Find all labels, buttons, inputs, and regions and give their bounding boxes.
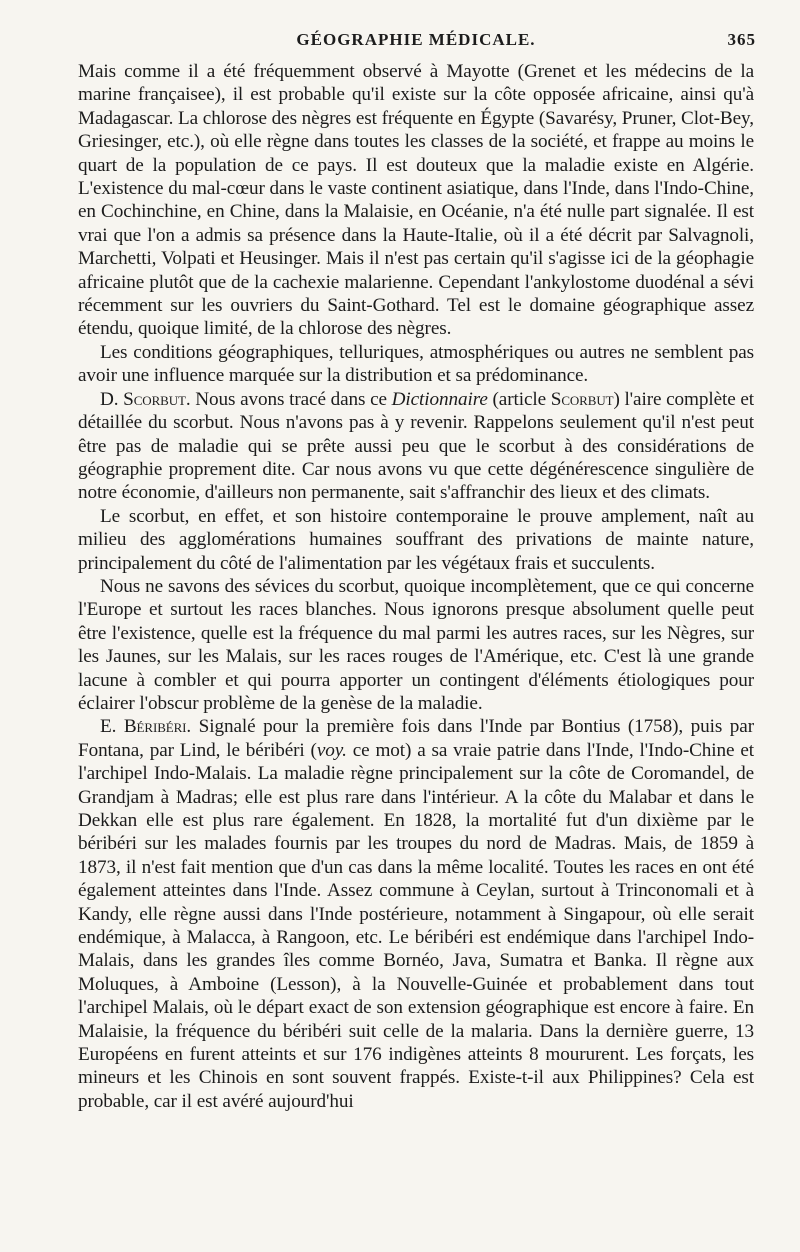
- running-header: [78, 30, 754, 60]
- section-label-scorbut: D. Scorbut.: [100, 388, 191, 410]
- page-number: 365: [727, 30, 756, 49]
- italic-term: voy.: [316, 739, 347, 761]
- paragraph-conditions: Les conditions géographiques, telluriques, atmosphériques ou autres ne semblent pas avoir une influence marquée sur la distribution et sa prédominance.: [78, 341, 754, 387]
- text-segment: Signalé pour la première fois dans l'Inde par Bontius (1758), puis par Fontana, par Lind, le béribéri (: [78, 716, 754, 761]
- text-segment: ce mot) a sa vraie patrie dans l'Inde, l'Indo-Chine et l'archipel Indo-Malais. La maladie règne principalement sur la côte de Coromandel, de Grandjam à Madras; elle est plus rare dans l'intérieur. A la côte du Malabar et dans le Dekkan elle est plus rare également. En 1828, la mortalité fut d'un dixième par le béribéri sur les malades fournis par les troupes du nord de Madras. Mais, de 1859 à 1873, il n'est fait mention que d'un cas dans la même localité. Toutes les races en ont été également atteintes dans l'Inde. Assez commune à Ceylan, surtout à Trinconomali et à Kandy, elle règne aussi dans l'Inde postérieure, notamment à Singapour, où elle serait endémique, à Malacca, à Rangoon, etc. Le béribéri est endémique dans l'archipel Indo-Malais, dans les grandes îles comme Bornéo, Java, Sumatra et Banka. Il règne aux Moluques, à Amboine (Lesson), à la Nouvelle-Guinée et probablement dans tout l'archipel Malais, où le départ exact de son extension géographique est encore à faire. En Malaisie, la fréquence du béribéri suit celle de la malaria. Dans la dernière guerre, 13 Européens en furent atteints et sur 176 indigènes atteints 8 moururent. Les forçats, les mineurs et les Chinois en sont souvent frappés. Existe-t-il aux Philippines? Cela est probable, car il est avéré aujourd'hui: [78, 739, 754, 1112]
- italic-term: Dictionnaire: [391, 388, 488, 410]
- section-label-beriberi: E. Béribéri.: [100, 716, 192, 738]
- paragraph-scorbut-histoire: Le scorbut, en effet, et son histoire contemporaine le prouve amplement, naît au milieu des agglomérations humaines souffrant des privations de mainte nature, principalement du côté de l'alimentation par les végétaux frais et succulents.: [78, 505, 754, 574]
- text-segment: ) l'aire complète et détaillée du scorbut. Nous n'avons pas à y revenir. Rappelons seulement qu'il n'est peut être pas de maladie qui se prête aussi peu que le scorbut à des considérations de géographie proprement dite. Car nous avons vu que cette dégénérescence singulière de notre économie, d'ailleurs non permanente, sait s'affranchir des lieux et des climats.: [78, 388, 754, 504]
- body-text: [78, 60, 754, 1113]
- text-segment: Nous avons tracé dans ce: [195, 388, 387, 410]
- paragraph-scorbut: [78, 388, 754, 505]
- running-title: GÉOGRAPHIE MÉDICALE.: [296, 30, 536, 49]
- paragraph-chlorose: Mais comme il a été fréquemment observé à Mayotte (Grenet et les médecins de la marine françaisee), il est probable qu'il existe sur la côte opposée africaine, ainsi qu'à Madagascar. La chlorose des nègres est fréquente en Égypte (Savarésy, Pruner, Clot-Bey, Griesinger, etc.), où elle règne dans toutes les classes de la société, et frappe au moins le quart de la population de ce pays. Il est douteux que la maladie existe en Algérie. L'existence du mal-cœur dans le vaste continent asiatique, dans l'Inde, dans l'Indo-Chine, en Cochinchine, en Chine, dans la Malaisie, en Océanie, n'a été nulle part signalée. Il est vrai que l'on a admis sa présence dans la Haute-Italie, où il a été décrit par Salvagnoli, Marchetti, Volpati et Heusinger. Mais il n'est pas certain qu'il s'agisse ici de la géophagie africaine plutôt que de la cachexie malarienne. Cependant l'ankylostome duodénal a sévi récemment sur les ouvriers du Saint-Gothard. Tel est le domaine géographique assez étendu, quoique limité, de la chlorose des nègres.: [78, 61, 754, 340]
- paragraph-scorbut-races: Nous ne savons des sévices du scorbut, quoique incomplètement, que ce qui concerne l'Europe et surtout les races blanches. Nous ignorons presque absolument quelle peut être l'existence, quelle est la fréquence du mal parmi les autres races, sur les Nègres, sur les Jaunes, sur les Malais, sur les races rouges de l'Amérique, etc. C'est là une grande lacune à combler et qui pourra apporter un contingent d'éléments étiologiques pour éclairer l'obscur problème de la genèse de la maladie.: [78, 575, 754, 714]
- text-segment: (article: [492, 388, 547, 410]
- book-page: [78, 30, 754, 1113]
- paragraph-beriberi: [78, 715, 754, 1113]
- article-reference: Scorbut: [550, 388, 614, 410]
